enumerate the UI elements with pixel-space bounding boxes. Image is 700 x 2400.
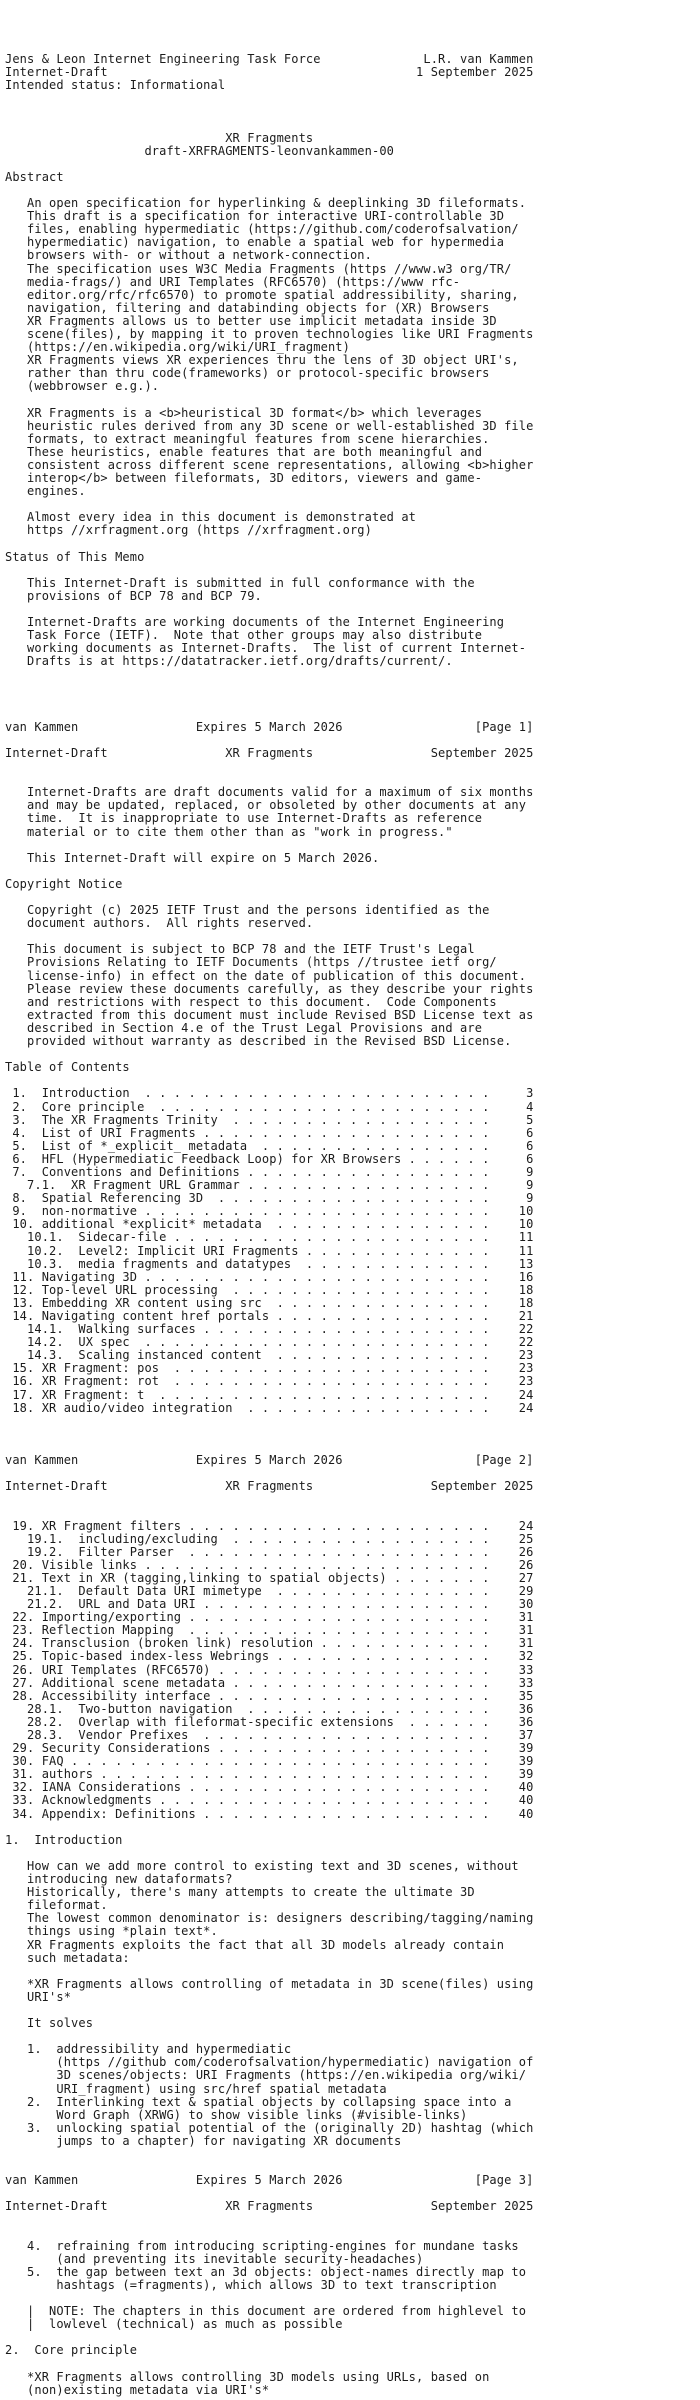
text-line: This Internet-Draft will expire on 5 March 2026. [5,850,380,865]
blank-line [5,1415,695,1428]
text-line: Internet-Draft XR Fragments September 2025 [5,745,534,760]
text-line: Abstract [5,169,64,184]
toc-entry: 24. Transclusion (broken link) resolution . . . . . . . . . . . . 31 [5,1636,534,1651]
text-line: fileformat. [5,1898,108,1913]
blank-line [5,695,695,708]
toc-entry: 19.2. Filter Parser . . . . . . . . . . . . . . . . . . . . . 26 [5,1544,534,1559]
toc-entry: 19.1. including/excluding . . . . . . . . . . . . . . . . . . 25 [5,1531,534,1546]
toc-entry: 26. URI Templates (RFC6570) . . . . . . . . . . . . . . . . . . . 33 [5,1662,534,1677]
text-line: van Kammen Expires 5 March 2026 [Page 3] [5,2173,534,2188]
toc-entry: 13. Embedding XR content using src . . . . . . . . . . . . . . . 18 [5,1295,534,1310]
text-line: browsers with- or without a network-connection. [5,248,372,263]
toc-entry: 23. Reflection Mapping . . . . . . . . . . . . . . . . . . . . . 31 [5,1623,534,1638]
text-line: | NOTE: The chapters in this document are ordered from highlevel to [5,2304,527,2319]
document-pages [5,53,695,2397]
text-line: interop</b> between fileformats, 3D editors, viewers and game- [5,471,483,485]
blank-line [5,1493,695,1506]
text-line: How can we add more control to existing text and 3D scenes, without [5,1858,519,1873]
text-line: provisions of BCP 78 and BCP 79. [5,588,262,603]
text-line: 3. unlocking spatial potential of the (originally 2D) hashtag (which [5,2120,534,2135]
text-line: Internet-Draft XR Fragments September 2025 [5,2199,534,2214]
toc-entry: 18. XR audio/video integration . . . . . . . . . . . . . . . . . 24 [5,1400,534,1415]
toc-entry: 14.2. UX spec . . . . . . . . . . . . . . . . . . . . . . . . 22 [5,1335,534,1350]
text-line: An open specification for hyperlinking & deeplinking 3D fileformats. [5,196,527,211]
text-line: This document is subject to BCP 78 and the IETF Trust's Legal [5,942,475,957]
blank-line [5,158,695,171]
text-line: navigation, filtering and databinding objects for (XR) Browsers [5,300,490,315]
text-line: (https //github com/coderofsalvation/hypermediatic) navigation of [5,2055,534,2070]
text-line: 3D scenes/objects: URI Fragments (https://en.wikipedia org/wiki/ [5,2068,527,2083]
text-line: (non)existing metadata via URI's* [5,2382,270,2397]
text-line: Almost every idea in this document is demonstrated at [5,510,417,525]
toc-entry: 32. IANA Considerations . . . . . . . . . . . . . . . . . . . . . 40 [5,1780,534,1795]
text-line: 1. Introduction [5,1832,123,1847]
toc-entry: 25. Topic-based index-less Webrings . . . . . . . . . . . . . . . 32 [5,1649,534,1664]
blank-line [5,2358,695,2371]
toc-entry: 20. Visible links . . . . . . . . . . . . . . . . . . . . . . . . 26 [5,1557,534,1572]
toc-entry: 19. XR Fragment filters . . . . . . . . . . . . . . . . . . . . . 24 [5,1518,534,1533]
blank-line [5,2227,695,2240]
blank-line [5,1847,695,1860]
text-line: URI's* [5,1989,72,2004]
text-line: and restrictions with respect to this document. Code Components [5,994,497,1009]
text-line: engines. [5,484,86,499]
page-2 [5,734,695,1467]
text-line: (and preventing its inevitable security-headaches) [5,2251,424,2266]
toc-entry: 12. Top-level URL processing . . . . . . . . . . . . . . . . . . 18 [5,1282,534,1297]
blank-line [5,865,695,878]
blank-line [5,1965,695,1978]
blank-line [5,668,695,681]
toc-entry: 14.3. Scaling instanced content . . . . . . . . . . . . . . . 23 [5,1348,534,1363]
text-line: URI_fragment) using src/href spatial metadata [5,2081,387,2096]
toc-entry: 28.2. Overlap with fileformat-specific extensions . . . . . . 36 [5,1714,534,1729]
text-line: Drafts is at https://datatracker.ietf.org/drafts/current/. [5,654,453,669]
text-line: license-info) in effect on the date of publication of this document. [5,968,527,983]
text-line: jumps to a chapter) for navigating XR documents [5,2133,402,2148]
text-line: draft-XRFRAGMENTS-leonvankammen-00 [5,143,394,158]
text-line: Jens & Leon Internet Engineering Task Force L.R. van Kammen [5,52,534,66]
text-line: XR Fragments views XR experiences thru the lens of 3D object URI's, [5,353,519,368]
text-line: Historically, there's many attempts to create the ultimate 3D [5,1885,475,1900]
blank-line [5,1821,695,1834]
toc-entry: 1. Introduction . . . . . . . . . . . . . . . . . . . . . . . . 3 [5,1086,534,1101]
text-line: Status of This Memo [5,549,145,564]
blank-line [5,92,695,105]
toc-entry: 11. Navigating 3D . . . . . . . . . . . . . . . . . . . . . . . . 16 [5,1269,534,1284]
text-line: This draft is a specification for interactive URI-controllable 3D [5,209,505,224]
text-line: 5. the gap between text an 3d objects: object-names directly map to [5,2264,527,2279]
text-line: Copyright (c) 2025 IETF Trust and the persons identified as the [5,903,490,918]
text-line: 1. addressibility and hypermediatic [5,2042,292,2057]
toc-entry: 14.1. Walking surfaces . . . . . . . . . . . . . . . . . . . . 22 [5,1322,534,1337]
page-3 [5,1467,695,2187]
toc-entry: 33. Acknowledgments . . . . . . . . . . . . . . . . . . . . . . . 40 [5,1793,534,1808]
toc-entry: 4. List of URI Fragments . . . . . . . . . . . . . . . . . . . . 6 [5,1125,534,1140]
toc-entry: 28. Accessibility interface . . . . . . . . . . . . . . . . . . . 35 [5,1688,534,1703]
toc-entry: 7.1. XR Fragment URL Grammar . . . . . . . . . . . . . . . . . 9 [5,1178,534,1193]
text-line: files, enabling hypermediatic (https://github.com/coderofsalvation/ [5,222,519,237]
blank-line [5,564,695,577]
text-line: consistent across different scene representations, allowing <b>higher [5,457,534,472]
text-line: Internet-Drafts are draft documents valid for a maximum of six months [5,785,534,800]
text-line: (webbrowser e.g.). [5,379,160,394]
text-line: formats, to extract meaningful features from scene hierarchies. [5,431,490,446]
toc-entry: 10.3. media fragments and datatypes . . . . . . . . . . . . . 13 [5,1256,534,1271]
text-line: media-frags/) and URI Templates (RFC6570) (https://www rfc- [5,274,461,289]
blank-line [5,2213,695,2226]
blank-line [5,734,695,747]
text-line: material or to cite them other than as "work in progress." [5,824,453,839]
toc-entry: 7. Conventions and Definitions . . . . . . . . . . . . . . . . . 9 [5,1164,534,1179]
blank-line [5,839,695,852]
toc-entry: 9. non-normative . . . . . . . . . . . . . . . . . . . . . . . . 10 [5,1204,534,1219]
text-line: van Kammen Expires 5 March 2026 [Page 1] [5,719,534,734]
text-line: Provisions Relating to IETF Documents (https //trustee ietf org/ [5,955,497,970]
toc-entry: 27. Additional scene metadata . . . . . . . . . . . . . . . . . . 33 [5,1675,534,1690]
text-line: provided without warranty as described in the Revised BSD License. [5,1034,512,1049]
text-line: hypermediatic) navigation, to enable a spatial web for hypermedia [5,235,505,250]
toc-entry: 2. Core principle . . . . . . . . . . . . . . . . . . . . . . . 4 [5,1099,534,1114]
text-line: XR Fragments allows us to better use implicit metadata inside 3D [5,313,497,328]
text-line: heuristic rules derived from any 3D scene or well-established 3D file [5,418,534,433]
text-line: The specification uses W3C Media Fragments (https //www.w3 org/TR/ [5,261,512,276]
blank-line [5,2004,695,2017]
text-line: time. It is inappropriate to use Internet-Drafts as reference [5,811,483,826]
text-line: This Internet-Draft is submitted in full conformance with the [5,575,475,590]
page-4 [5,2187,695,2397]
text-line: Internet-Drafts are working documents of the Internet Engineering [5,615,505,630]
toc-entry: 3. The XR Fragments Trinity . . . . . . . . . . . . . . . . . . 5 [5,1112,534,1127]
text-line: extracted from this document must include Revised BSD License text as [5,1007,534,1022]
blank-line [5,537,695,550]
blank-line [5,1506,695,1519]
toc-entry: 22. Importing/exporting . . . . . . . . . . . . . . . . . . . . . 31 [5,1610,534,1625]
text-line: things using *plain text*. [5,1924,218,1939]
text-line: Copyright Notice [5,876,123,891]
text-line: XR Fragments [5,130,314,145]
text-line: editor.org/rfc/rfc6570) to promote spatial addressibility, sharing, [5,287,519,302]
text-line: The lowest common denominator is: designers describing/tagging/naming [5,1911,534,1926]
text-line: rather than thru code(frameworks) or protocol-specific browsers [5,366,490,381]
page-1 [5,53,695,734]
toc-entry: 31. authors . . . . . . . . . . . . . . . . . . . . . . . . . . . 39 [5,1767,534,1782]
toc-entry: 21.2. URL and Data URI . . . . . . . . . . . . . . . . . . . . 30 [5,1597,534,1612]
blank-line [5,118,695,131]
text-line: *XR Fragments allows controlling of metadata in 3D scene(files) using [5,1976,534,1991]
text-line: XR Fragments is a <b>heuristical 3D format</b> which leverages [5,405,483,420]
text-line: scene(files), by mapping it to proven technologies like URI Fragments [5,326,534,341]
toc-entry: 17. XR Fragment: t . . . . . . . . . . . . . . . . . . . . . . . 24 [5,1387,534,1402]
toc-entry: 21. Text in XR (tagging,linking to spatial objects) . . . . . . . 27 [5,1570,534,1585]
text-line: van Kammen Expires 5 March 2026 [Page 2] [5,1453,534,1468]
text-line: It solves [5,2016,94,2031]
toc-entry: 28.3. Vendor Prefixes . . . . . . . . . . . . . . . . . . . . 37 [5,1728,534,1742]
toc-entry: 16. XR Fragment: rot . . . . . . . . . . . . . . . . . . . . . . 23 [5,1374,534,1389]
text-line: Table of Contents [5,1060,130,1075]
blank-line [5,1428,695,1441]
toc-entry: 10.1. Sidecar-file . . . . . . . . . . . . . . . . . . . . . . 11 [5,1230,534,1245]
blank-line [5,682,695,695]
text-line: Intended status: Informational [5,78,226,93]
text-line: XR Fragments exploits the fact that all 3D models already contain [5,1937,505,1952]
text-line: working documents as Internet-Drafts. The list of current Internet- [5,641,527,656]
text-line: | lowlevel (technical) as much as possible [5,2317,343,2332]
blank-line [5,393,695,406]
toc-entry: 8. Spatial Referencing 3D . . . . . . . . . . . . . . . . . . . 9 [5,1191,534,1206]
blank-line [5,708,695,721]
text-line: Internet-Draft 1 September 2025 [5,65,534,80]
toc-entry: 28.1. Two-button navigation . . . . . . . . . . . . . . . . . 36 [5,1701,534,1716]
text-line: 4. refraining from introducing scripting-engines for mundane tasks [5,2238,519,2253]
toc-entry: 10.2. Level2: Implicit URI Fragments . . . . . . . . . . . . . 11 [5,1243,534,1258]
text-line: Word Graph (XRWG) to show visible links (#visible-links) [5,2107,468,2122]
blank-line [5,2148,695,2161]
text-line: Internet-Draft XR Fragments September 2025 [5,1479,534,1494]
text-line: document authors. All rights reserved. [5,916,314,931]
toc-entry: 14. Navigating content href portals . . . . . . . . . . . . . . . 21 [5,1309,534,1323]
toc-entry: 15. XR Fragment: pos . . . . . . . . . . . . . . . . . . . . . . 23 [5,1361,534,1376]
text-line: These heuristics, enable features that are both meaningful and [5,444,483,459]
text-line: Please review these documents carefully, as they describe your rights [5,981,534,996]
text-line: such metadata: [5,1950,130,1965]
toc-entry: 10. additional *explicit* metadata . . . . . . . . . . . . . . . 10 [5,1217,534,1232]
toc-entry: 5. List of *_explicit_ metadata . . . . . . . . . . . . . . . . 6 [5,1138,534,1153]
text-line: 2. Interlinking text & spatial objects by collapsing space into a [5,2094,512,2109]
blank-line [5,760,695,773]
text-line: 2. Core principle [5,2343,138,2358]
text-line: described in Section 4.e of the Trust Legal Provisions and are [5,1020,483,1035]
toc-entry: 29. Security Considerations . . . . . . . . . . . . . . . . . . . 39 [5,1741,534,1756]
text-line: introducing new dataformats? [5,1872,233,1887]
text-line: hashtags (=fragments), which allows 3D to text transcription [5,2277,497,2292]
text-line: and may be updated, replaced, or obsoleted by other documents at any [5,798,527,813]
text-line: (https://en.wikipedia.org/wiki/URI_fragment) [5,340,350,355]
toc-entry: 34. Appendix: Definitions . . . . . . . . . . . . . . . . . . . . 40 [5,1806,534,1821]
text-line: *XR Fragments allows controlling 3D models using URLs, based on [5,2369,490,2384]
text-line: https //xrfragment.org (https //xrfragment.org) [5,523,372,538]
text-line: Task Force (IETF). Note that other groups may also distribute [5,628,483,643]
blank-line [5,105,695,118]
toc-entry: 21.1. Default Data URI mimetype . . . . . . . . . . . . . . . 29 [5,1583,534,1598]
toc-entry: 30. FAQ . . . . . . . . . . . . . . . . . . . . . . . . . . . . . 39 [5,1754,534,1769]
toc-entry: 6. HFL (Hypermediatic Feedback Loop) for XR Browsers . . . . . . 6 [5,1151,534,1166]
